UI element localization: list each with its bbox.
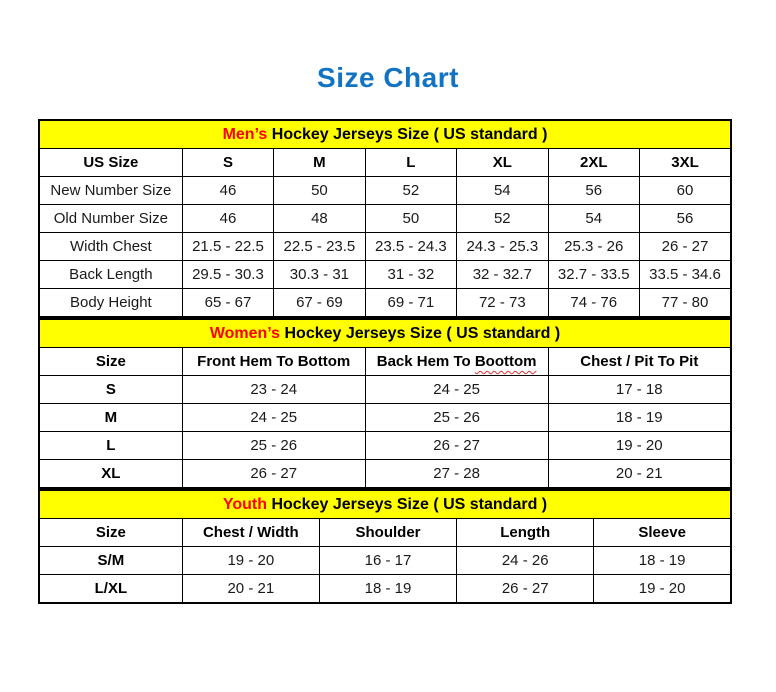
data-cell: 65 - 67 [182, 289, 273, 318]
data-cell: 52 [457, 205, 548, 233]
youth-table-body [39, 547, 731, 604]
mens-column-header-row [39, 149, 731, 177]
data-cell: 19 - 20 [548, 432, 731, 460]
table-row [39, 404, 731, 432]
youth-section-header [39, 490, 731, 519]
table-row [39, 177, 731, 205]
row-label-cell: S/M [39, 547, 182, 575]
column-header-cell: Shoulder [319, 519, 456, 547]
data-cell: 27 - 28 [365, 460, 548, 489]
column-header-cell: Size [39, 348, 182, 376]
table-row [39, 205, 731, 233]
column-header-cell: L [365, 149, 456, 177]
data-cell: 54 [457, 177, 548, 205]
mens-section-header-rest: Hockey Jerseys Size ( US standard ) [267, 126, 548, 143]
row-label-cell: M [39, 404, 182, 432]
data-cell: 21.5 - 22.5 [182, 233, 273, 261]
data-cell: 26 - 27 [457, 575, 594, 604]
data-cell: 25.3 - 26 [548, 233, 639, 261]
data-cell: 22.5 - 23.5 [274, 233, 365, 261]
youth-size-table [38, 489, 732, 604]
row-label-cell: New Number Size [39, 177, 182, 205]
data-cell: 56 [548, 177, 639, 205]
womens-section-header [39, 319, 731, 348]
data-cell: 31 - 32 [365, 261, 456, 289]
data-cell: 72 - 73 [457, 289, 548, 318]
mens-size-table [38, 119, 732, 318]
table-row [39, 376, 731, 404]
data-cell: 46 [182, 177, 273, 205]
column-header-cell: Sleeve [594, 519, 731, 547]
youth-section-header-red: Youth [222, 496, 267, 513]
data-cell: 30.3 - 31 [274, 261, 365, 289]
column-header-cell: Size [39, 519, 182, 547]
data-cell: 23.5 - 24.3 [365, 233, 456, 261]
table-row [39, 233, 731, 261]
data-cell: 50 [365, 205, 456, 233]
row-label-cell: Old Number Size [39, 205, 182, 233]
column-header-cell: S [182, 149, 273, 177]
womens-section-header-red: Women’s [209, 325, 281, 342]
row-label-cell: XL [39, 460, 182, 489]
table-row [39, 547, 731, 575]
data-cell: 24 - 26 [457, 547, 594, 575]
data-cell: 18 - 19 [594, 547, 731, 575]
data-cell: 26 - 27 [182, 460, 365, 489]
data-cell: 24.3 - 25.3 [457, 233, 548, 261]
data-cell: 25 - 26 [365, 404, 548, 432]
data-cell: 67 - 69 [274, 289, 365, 318]
womens-size-table [38, 318, 732, 489]
column-header-cell: 3XL [640, 149, 732, 177]
data-cell: 17 - 18 [548, 376, 731, 404]
column-header-cell: M [274, 149, 365, 177]
data-cell: 56 [640, 205, 732, 233]
data-cell: 29.5 - 30.3 [182, 261, 273, 289]
data-cell: 19 - 20 [594, 575, 731, 604]
page-title: Size Chart [317, 62, 459, 93]
data-cell: 54 [548, 205, 639, 233]
row-label-cell: S [39, 376, 182, 404]
column-header-cell: Length [457, 519, 594, 547]
data-cell: 19 - 20 [182, 547, 319, 575]
womens-column-header-row [39, 348, 731, 376]
row-label-cell: Body Height [39, 289, 182, 318]
column-header-cell [365, 348, 548, 376]
data-cell: 20 - 21 [548, 460, 731, 489]
column-header-cell: Chest / Width [182, 519, 319, 547]
misspelled-word-squiggle: Boottom [474, 353, 537, 370]
table-row [39, 432, 731, 460]
data-cell: 74 - 76 [548, 289, 639, 318]
data-cell: 77 - 80 [640, 289, 732, 318]
data-cell: 24 - 25 [365, 376, 548, 404]
data-cell: 69 - 71 [365, 289, 456, 318]
column-header-cell: Front Hem To Bottom [182, 348, 365, 376]
mens-section-header [39, 120, 731, 149]
youth-column-header-row [39, 519, 731, 547]
youth-section-header-rest: Hockey Jerseys Size ( US standard ) [267, 496, 548, 513]
data-cell: 18 - 19 [319, 575, 456, 604]
table-row [39, 289, 731, 318]
data-cell: 60 [640, 177, 732, 205]
column-header-cell: Chest / Pit To Pit [548, 348, 731, 376]
data-cell: 32 - 32.7 [457, 261, 548, 289]
data-cell: 26 - 27 [365, 432, 548, 460]
row-label-cell: L/XL [39, 575, 182, 604]
row-label-cell: Width Chest [39, 233, 182, 261]
data-cell: 23 - 24 [182, 376, 365, 404]
column-header-text: Back Hem To [376, 353, 475, 370]
table-row [39, 261, 731, 289]
data-cell: 50 [274, 177, 365, 205]
data-cell: 24 - 25 [182, 404, 365, 432]
mens-table-body [39, 177, 731, 318]
data-cell: 20 - 21 [182, 575, 319, 604]
table-row [39, 460, 731, 489]
data-cell: 25 - 26 [182, 432, 365, 460]
table-row [39, 575, 731, 604]
data-cell: 18 - 19 [548, 404, 731, 432]
data-cell: 52 [365, 177, 456, 205]
size-tables-container [38, 119, 732, 604]
data-cell: 32.7 - 33.5 [548, 261, 639, 289]
womens-section-header-rest: Hockey Jerseys Size ( US standard ) [280, 325, 561, 342]
row-label-cell: L [39, 432, 182, 460]
mens-section-header-red: Men’s [222, 126, 268, 143]
row-label-cell: Back Length [39, 261, 182, 289]
womens-table-body [39, 376, 731, 489]
data-cell: 26 - 27 [640, 233, 732, 261]
column-header-cell: 2XL [548, 149, 639, 177]
data-cell: 16 - 17 [319, 547, 456, 575]
data-cell: 46 [182, 205, 273, 233]
data-cell: 48 [274, 205, 365, 233]
data-cell: 33.5 - 34.6 [640, 261, 732, 289]
column-header-cell: US Size [39, 149, 182, 177]
column-header-cell: XL [457, 149, 548, 177]
